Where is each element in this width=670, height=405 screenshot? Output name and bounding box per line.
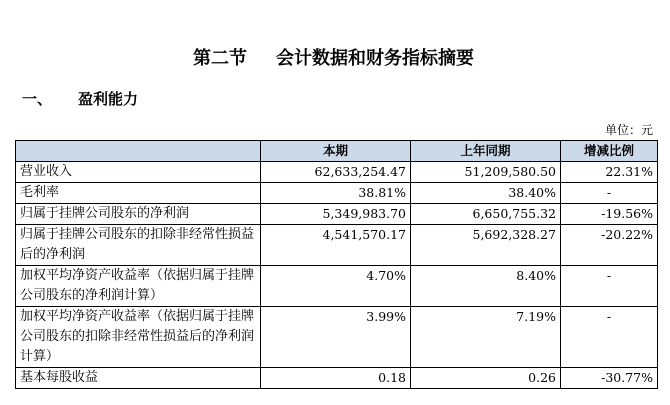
current-value: 0.18: [261, 368, 411, 389]
current-value: 4,541,570.17: [261, 225, 411, 266]
table-row: [16, 225, 658, 266]
change-value: -30.77%: [561, 368, 658, 389]
row-label: 基本每股收益: [16, 368, 261, 389]
previous-value: 5,692,328.27: [411, 225, 561, 266]
row-label: 加权平均净资产收益率（依据归属于挂牌公司股东的净利润计算）: [16, 266, 261, 307]
subsection-title: 盈利能力: [78, 90, 139, 108]
current-value: 38.81%: [261, 183, 411, 204]
change-value: -: [561, 266, 658, 307]
section-name: 会计数据和财务指标摘要: [276, 48, 474, 69]
previous-value: 38.40%: [411, 183, 561, 204]
change-value: -: [561, 307, 658, 368]
header-previous-period: 上年同期: [411, 141, 561, 162]
section-title: [0, 36, 670, 76]
unit-label: 单位：元: [604, 123, 653, 137]
subsection-number: 一、: [22, 90, 53, 108]
change-value: 22.31%: [561, 162, 658, 183]
section-number: 第二节: [193, 48, 247, 69]
current-value: 5,349,983.70: [261, 204, 411, 225]
change-value: -20.22%: [561, 225, 658, 266]
previous-value: 6,650,755.32: [411, 204, 561, 225]
header-item: [16, 141, 261, 162]
current-value: 3.99%: [261, 307, 411, 368]
previous-value: 8.40%: [411, 266, 561, 307]
header-change-ratio: 增减比例: [561, 141, 658, 162]
subsection-heading: [0, 88, 670, 112]
header-current-period: 本期: [261, 141, 411, 162]
previous-value: 51,209,580.50: [411, 162, 561, 183]
row-label: 营业收入: [16, 162, 261, 183]
row-label: 归属于挂牌公司股东的扣除非经常性损益后的净利润: [16, 225, 261, 266]
table-row: [16, 368, 658, 389]
row-label: 毛利率: [16, 183, 261, 204]
change-value: -: [561, 183, 658, 204]
change-value: -19.56%: [561, 204, 658, 225]
row-label: 归属于挂牌公司股东的净利润: [16, 204, 261, 225]
table-row: [16, 204, 658, 225]
row-label: 加权平均净资产收益率（依据归属于挂牌公司股东的扣除非经常性损益后的净利润计算）: [16, 307, 261, 368]
current-value: 62,633,254.47: [261, 162, 411, 183]
profitability-table: [15, 140, 658, 389]
table-row: [16, 266, 658, 307]
previous-value: 0.26: [411, 368, 561, 389]
table-header-row: [16, 141, 658, 162]
table-row: [16, 183, 658, 204]
current-value: 4.70%: [261, 266, 411, 307]
previous-value: 7.19%: [411, 307, 561, 368]
table-row: [16, 162, 658, 183]
table-row: [16, 307, 658, 368]
